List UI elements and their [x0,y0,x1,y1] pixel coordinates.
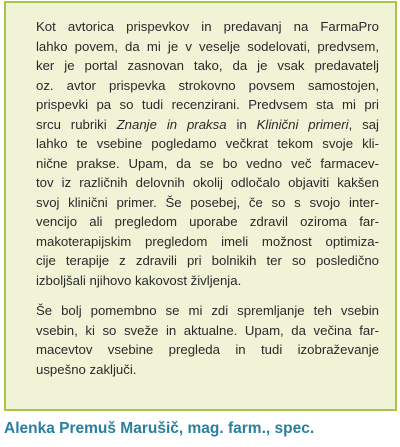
quote-line: srcu rubriki Znanje in praksa in Klinični primeri, saj [36,116,379,132]
rubric-name: Klinični primeri [256,116,349,132]
quote-line: izboljšali njihovo kakovost življenja. [36,272,242,288]
quote-line: nične prakse. Upam, da se bo vedno več farmacev- [36,155,379,171]
quote-line: Še bolj pomembno se mi zdi spremljanje teh vsebin [36,303,379,318]
quote-paragraph [36,301,379,379]
author-title: , mag. farm., spec. [178,420,315,437]
quote-paragraph [36,17,379,290]
quote-line: cije terapije z zdravili pri bolnikih ter so posledično [36,253,379,268]
quote-line: ker je portal zasnovan tako, da je vsak predavatelj [36,58,379,73]
quote-line: svoj klinični primer. Še posebej, če so s svojo inter- [36,194,379,210]
quote-line: lahko povem, da mi je v veselje sodelovati, predvsem, [36,38,379,54]
quote-line: oz. avtor prispevka strokovno povsem samostojen, [36,77,379,93]
quote-line: uspešno zaključi. [36,361,137,377]
quote-line: vencijo ali pregledom uporabe zdravil oziroma far- [36,214,379,229]
testimonial-text [36,17,379,379]
quote-line: vsebin, ki so sveže in aktualne. Upam, da večina far- [36,322,379,338]
quote-line: macevtov vsebine pregleda in tudi izobraževanje [36,342,379,357]
author-signature [4,420,314,438]
testimonial-quote-box [4,1,397,411]
quote-line: lahko te vsebine pogledamo večkrat tekom svoje kli- [36,136,379,151]
quote-line: makoterapijskim pregledom imeli možnost optimiza- [36,233,379,249]
quote-line: Kot avtorica prispevkov in predavanj na FarmaPro [36,19,379,34]
author-name: Alenka Premuš Marušič [4,420,179,437]
quote-line: tov iz različnih delovnih okolij odločalo objaviti kakšen [36,175,379,190]
quote-line: prispevki pa so tudi recenzirani. Predvsem sta mi pri [36,97,379,112]
rubric-name: Znanje in praksa [116,116,227,132]
